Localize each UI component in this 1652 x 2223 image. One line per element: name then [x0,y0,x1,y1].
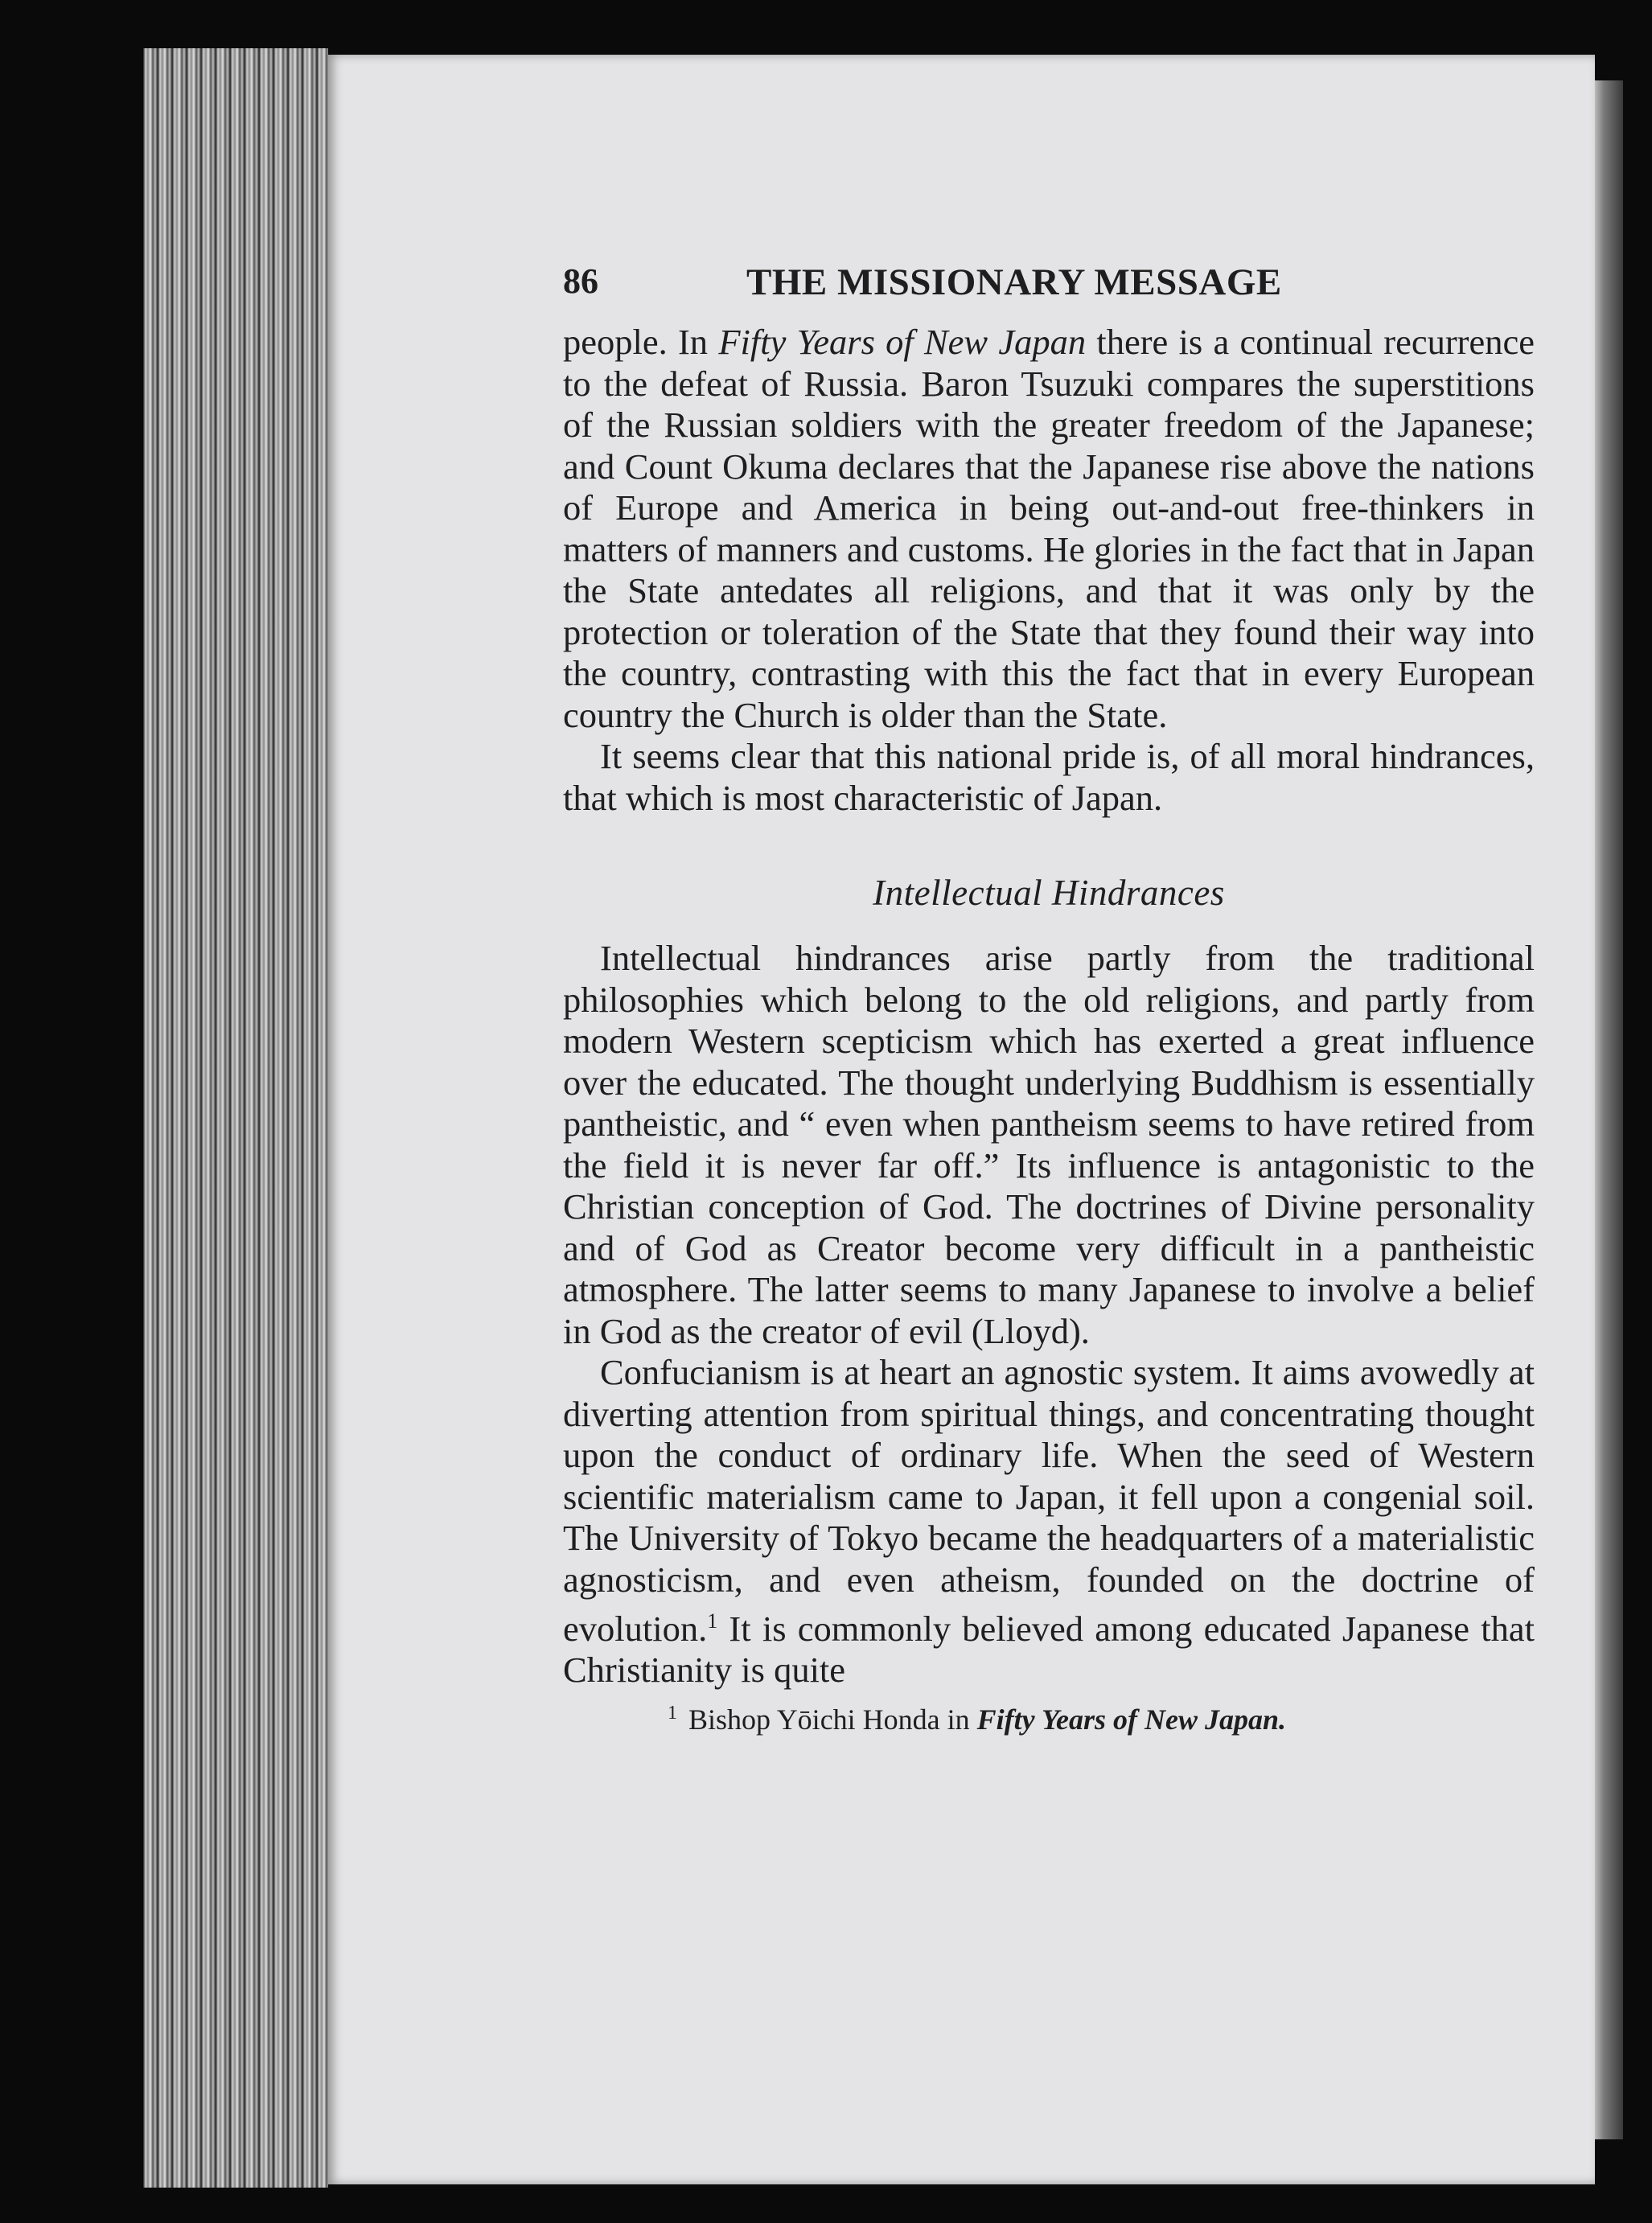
paragraph-confucianism [563,1352,1535,1691]
page-number: 86 [563,261,598,301]
footnote-text: Bishop Yōichi Honda in [688,1703,977,1736]
footnote-book-title: Fifty Years of New Japan. [976,1703,1286,1736]
paragraph-text: people. In [563,322,719,362]
paragraph-national-pride [563,322,1535,736]
book-title-reference: Fifty Years of New Japan [718,322,1087,362]
running-title: THE MISSIONARY MESSAGE [746,261,1282,303]
footnote [563,1703,1535,1736]
paragraph-text: It is commonly believed among educated Japanese that Christianity is quite [563,1608,1535,1691]
book-page-edges [143,48,328,2188]
footnote-mark: 1 [668,1702,677,1724]
footnote-reference: 1 [707,1609,718,1633]
page-header [563,261,1535,317]
book-gutter-shadow [1591,80,1623,2139]
paragraph-intellectual-hindrances: Intellectual hindrances arise partly from the traditional philosophies which belong to the old religions, and partly from modern Western scepticism which has exerted a great influence over the educated. The thought underlying Buddhism is essentially pantheistic, and “ even when pantheism seems to have retired from the field it is never far off.” Its influence is antagonistic to the Christian conception of God. The doctrines of Divine personality and of God as Creator become very difficult in a pantheistic atmosphere. The latter seems to many Japanese to involve a belief in God as the creator of evil (Lloyd). [563,938,1535,1351]
paragraph-text: Confucianism is at heart an agnostic system. It aims avowedly at diverting attention from spiritual things, and concentrating thought upon the conduct of ordinary life. When the seed of Western scientific materialism came to Japan, it fell upon a congenial soil. The University of Tokyo became the headquarters of a materialistic agnosticism, and even atheism, founded on the doctrine of evolution. [563,1352,1535,1649]
page-content [563,261,1535,1736]
section-heading: Intellectual Hindrances [873,873,1225,913]
book-page [328,55,1595,2184]
paragraph-text: there is a continual recurrence to the defeat of Russia. Baron Tsuzuki compares the superstitions of the Russian soldiers with the greater freedom of the Japanese; and Count Okuma declares that the Japanese rise above the nations of Europe and America in being out-and-out free-thinkers in matters of manners and customs. He glories in the fact that in Japan the State antedates all religions, and that it was only by the protection or toleration of the State that they found their way into the country, contrasting with this the fact that in every European country the Church is older than the State. [563,322,1535,735]
paragraph-moral-hindrances: It seems clear that this national pride is, of all moral hindrances, that which is most characteristic of Japan. [563,736,1535,818]
